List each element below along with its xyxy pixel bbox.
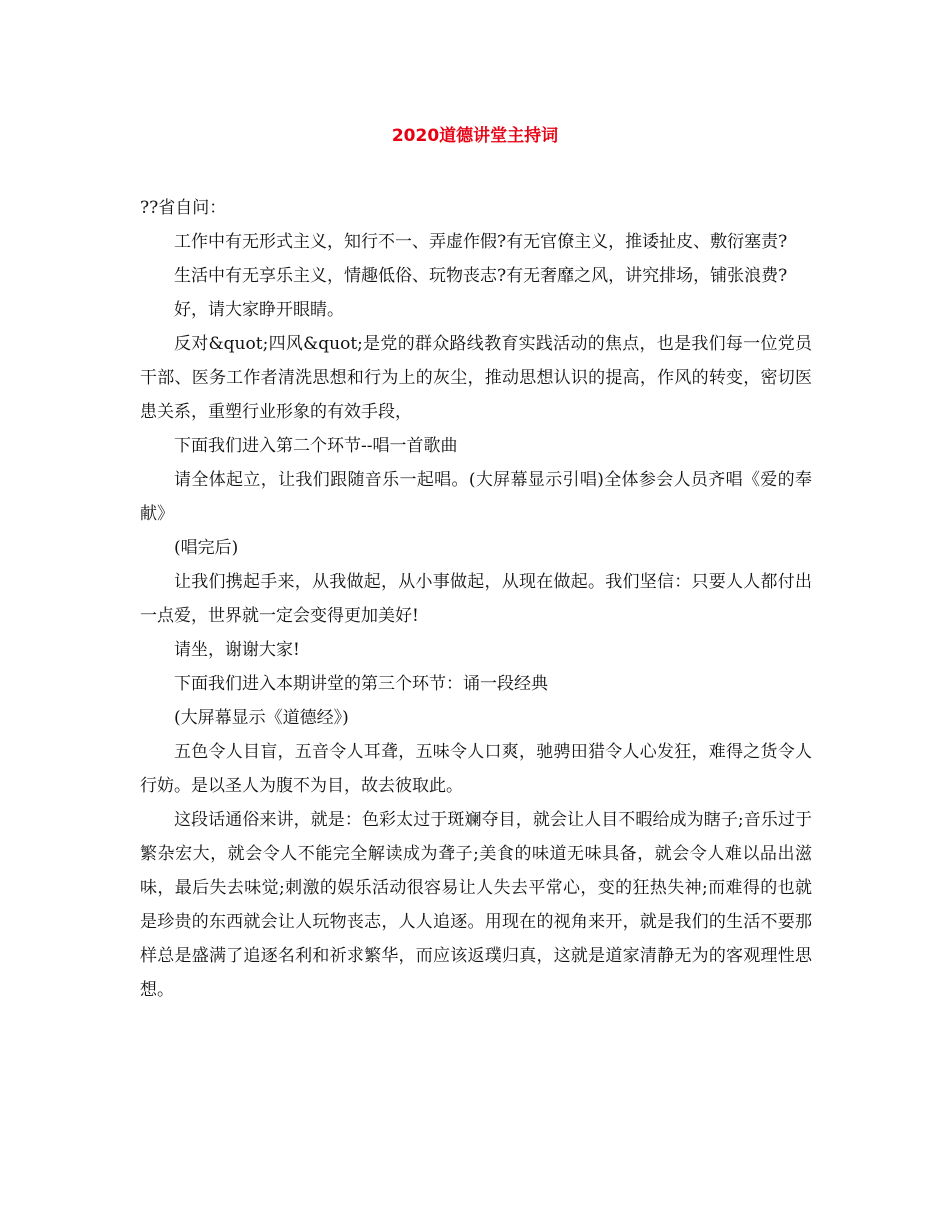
paragraph-sing-along: 请全体起立，让我们跟随音乐一起唱。(大屏幕显示引唱)全体参会人员齐唱《爱的奉献》	[140, 470, 812, 524]
paragraph-explanation: 这段话通俗来讲，就是：色彩太过于斑斓夺目，就会让人目不暇给成为瞎子;音乐过于繁杂宏大，就会令人不能完全解读成为聋子;美食的味道无味具备，就会令人难以品出滋味，最后失去味觉;刺激的娱乐活动很容易让人失去平常心，变的狂热失神;而难得的也就是珍贵的东西就会让人玩物丧志，人人追逐。用现在的视角来开，就是我们的生活不要那样总是盛满了追逐名利和祈求繁华，而应该返璞归真，这就是道家清静无为的客观理性思想。	[140, 810, 812, 1000]
paragraph-screen-classic: (大屏幕显示《道德经》)	[174, 708, 349, 728]
paragraph-third-segment: 下面我们进入本期讲堂的第三个环节：诵一段经典	[174, 674, 548, 694]
paragraph-after-singing: (唱完后)	[174, 538, 239, 558]
paragraph-reflection-heading: ??省自问：	[140, 198, 227, 218]
paragraph-hand-in-hand: 让我们携起手来，从我做起，从小事做起，从现在做起。我们坚信：只要人人都付出一点爱，世界就一定会变得更加美好!	[140, 572, 812, 626]
paragraph-work-question: 工作中有无形式主义，知行不一、弄虚作假?有无官僚主义，推诿扯皮、敷衍塞责?	[174, 232, 788, 252]
paragraph-tao-te-ching-quote: 五色令人目盲，五音令人耳聋，五味令人口爽，驰骋田猎令人心发狂，难得之货令人行妨。是以圣人为腹不为目，故去彼取此。	[140, 742, 812, 796]
paragraph-open-eyes: 好，请大家睁开眼睛。	[174, 300, 344, 320]
paragraph-four-winds: 反对&quot;四风&quot;是党的群众路线教育实践活动的焦点，也是我们每一位党员干部、医务工作者清洗思想和行为上的灰尘，推动思想认识的提高，作风的转变，密切医患关系，重塑行业形象的有效手段，	[140, 334, 812, 422]
paragraph-life-question: 生活中有无享乐主义，情趣低俗、玩物丧志?有无奢靡之风，讲究排场，铺张浪费?	[174, 266, 788, 286]
paragraph-second-segment: 下面我们进入第二个环节--唱一首歌曲	[174, 436, 458, 456]
paragraph-please-sit: 请坐，谢谢大家!	[174, 640, 300, 660]
document-body	[140, 191, 812, 1007]
document-title: 2020道德讲堂主持词	[391, 126, 559, 146]
